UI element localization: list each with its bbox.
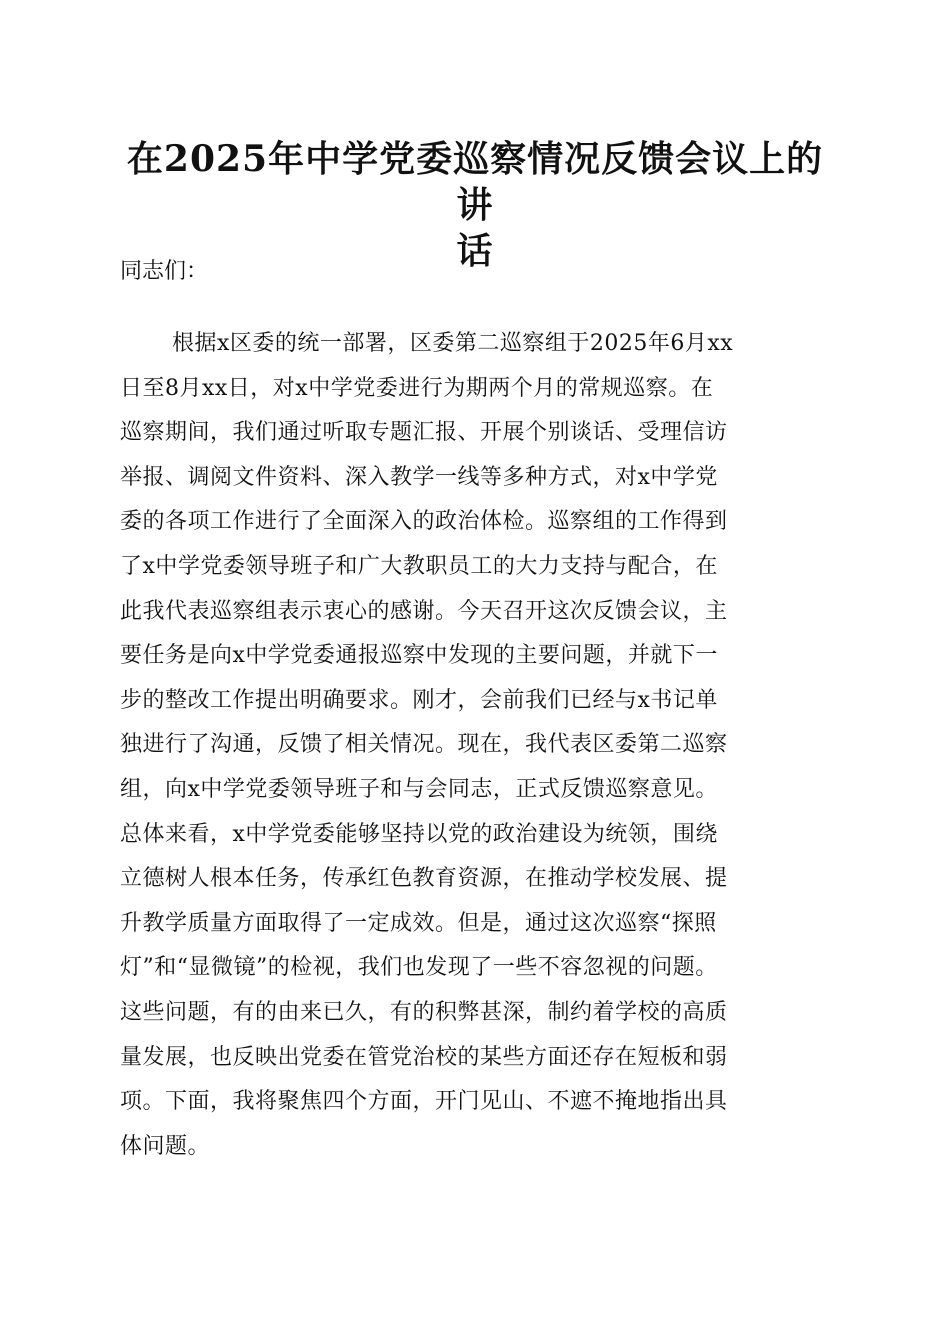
- paragraph-line: 举报、调阅文件资料、深入教学一线等多种方式，对x中学党: [120, 464, 718, 490]
- paragraph-line: 灯”和“显微镜”的检视，我们也发现了一些不容忽视的问题。: [120, 955, 718, 981]
- paragraph-line: 要任务是向x中学党委通报巡察中发现的主要问题，并就下一: [120, 643, 718, 669]
- paragraph-line: 量发展，也反映出党委在管党治校的某些方面还存在短板和弱: [120, 1044, 728, 1070]
- paragraph-line: 了x中学党委领导班子和广大教职员工的大力支持与配合，在: [120, 553, 718, 579]
- paragraph-line: 立德树人根本任务，传承红色教育资源，在推动学校发展、提: [120, 866, 728, 892]
- paragraph-line: 日至8月xx日，对x中学党委进行为期两个月的常规巡察。在: [120, 375, 714, 401]
- paragraph-line: 升教学质量方面取得了一定成效。但是，通过这次巡察“探照: [120, 910, 717, 936]
- paragraph-line: 委的各项工作进行了全面深入的政治体检。巡察组的工作得到: [120, 509, 728, 535]
- paragraph-line: 步的整改工作提出明确要求。刚才，会前我们已经与x书记单: [120, 687, 718, 713]
- paragraph-line: 根据x区委的统一部署，区委第二巡察组于2025年6月xx: [172, 331, 734, 356]
- paragraph-line: 项。下面，我将聚焦四个方面，开门见山、不遮不掩地指出具: [120, 1089, 728, 1115]
- paragraph-line: 体问题。: [120, 1133, 211, 1159]
- paragraph-line: 独进行了沟通，反馈了相关情况。现在，我代表区委第二巡察: [120, 732, 728, 758]
- paragraph-line: 巡察期间，我们通过听取专题汇报、开展个别谈话、受理信访: [120, 420, 728, 446]
- title-line-1: 在2025年中学党委巡察情况反馈会议上的讲: [126, 138, 824, 226]
- paragraph-line: 此我代表巡察组表示衷心的感谢。今天召开这次反馈会议，主: [120, 598, 728, 624]
- salutation: 同志们：: [120, 259, 209, 284]
- paragraph-line: 总体来看，x中学党委能够坚持以党的政治建设为统领，围绕: [120, 821, 718, 847]
- paragraph-line: 这些问题，有的由来已久，有的积弊甚深，制约着学校的高质: [120, 999, 728, 1025]
- title-line-2: 话: [456, 230, 494, 272]
- paragraph-line: 组，向x中学党委领导班子和与会同志，正式反馈巡察意见。: [120, 776, 718, 802]
- document-title: [120, 136, 830, 274]
- body-paragraph: [120, 322, 830, 1169]
